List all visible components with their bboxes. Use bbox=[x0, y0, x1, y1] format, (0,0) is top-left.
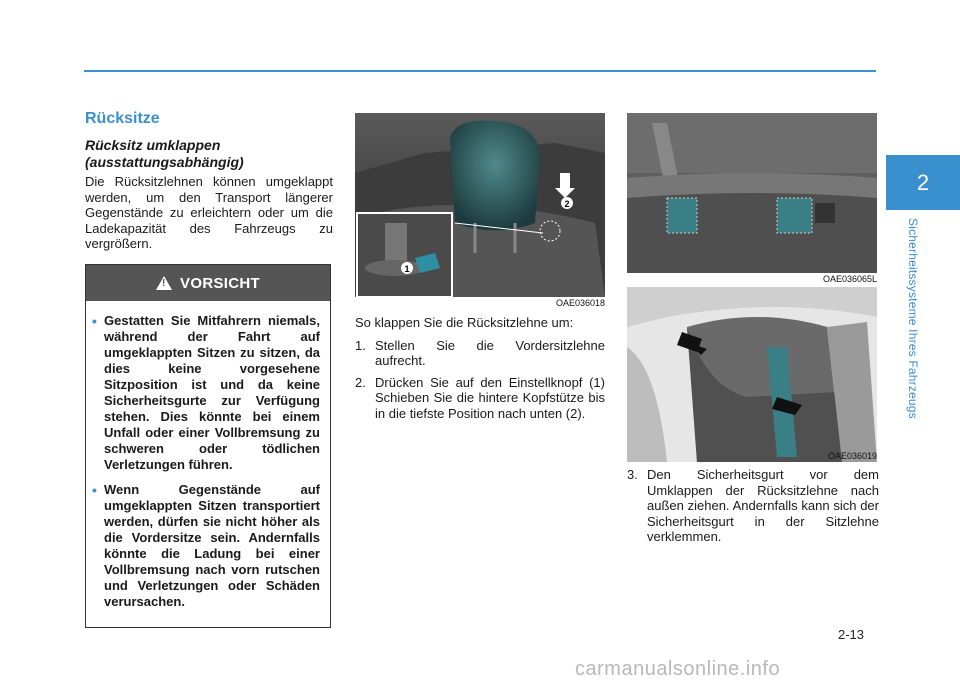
figure-marker-1: 1 bbox=[404, 264, 410, 274]
rear-seat-illustration bbox=[627, 287, 877, 462]
caution-header bbox=[86, 265, 330, 301]
list-item bbox=[627, 467, 879, 545]
figure-caption: OAE036018 bbox=[555, 298, 605, 308]
caution-list bbox=[86, 301, 330, 610]
instructions-continued bbox=[627, 467, 879, 545]
caution-box bbox=[85, 264, 331, 628]
chapter-number: 2 bbox=[916, 169, 930, 195]
list-item bbox=[355, 338, 605, 369]
step-text: Stellen Sie die Vordersitzlehne aufrecht. bbox=[375, 337, 605, 368]
headrest-figure bbox=[355, 113, 605, 297]
step-number: 2. bbox=[355, 374, 366, 390]
step-text: Den Sicherheitsgurt vor dem Umklappen der Rücksitzlehne nach außen ziehen. Andernfalls kann sich der Sicherheitsgurt in der Sitzlehne verklemmen. bbox=[647, 467, 879, 544]
rear-seat-figure bbox=[627, 287, 877, 462]
seatbelt-illustration bbox=[627, 113, 877, 273]
watermark: carmanualsonline.info bbox=[575, 658, 781, 680]
warning-icon: ! bbox=[156, 276, 172, 290]
step-text: Drücken Sie auf den Einstellknopf (1) Schieben Sie die hintere Kopfstütze bis in die tiefste Position nach unten (2). bbox=[375, 374, 605, 421]
step-number: 3. bbox=[627, 467, 638, 482]
caution-item: • Gestatten Sie Mitfahrern niemals, während der Fahrt auf umgeklappten Sitzen zu sitzen, da dies keine vorgesehene Sitzposition ist und da keine Sicherheitsgurte zur Verfügung stehen. Dies könnte bei einem Unfall oder einer Vollbremsung zu schweren oder tödlichen Verletzungen führen. bbox=[104, 313, 320, 473]
page-number: 2-13 bbox=[838, 627, 865, 642]
caution-item: • Wenn Gegenstände auf umgeklappten Sitzen transportiert werden, dürfen sie nicht höher als die Vordersitze sein. Andernfalls könnte die Ladung bei einer Vollbremsung nach vorn rutschen und Verletzungen oder Schäden verursachen. bbox=[104, 482, 320, 610]
intro-paragraph: Die Rücksitzlehnen können umgeklappt werden, um den Transport längerer Gegenstände zu erleichtern oder um die Ladekapazität des Fahrzeugs zu vergrößern. bbox=[85, 174, 333, 251]
caution-label: VORSICHT bbox=[180, 274, 260, 292]
headrest-illustration bbox=[355, 113, 605, 297]
step-number: 1. bbox=[355, 337, 366, 353]
list-item bbox=[355, 375, 605, 422]
figure-marker-2: 2 bbox=[564, 199, 570, 209]
chapter-title: Sicherheitssysteme Ihres Fahrzeugs bbox=[906, 218, 920, 419]
figure-caption: OAE036065L bbox=[822, 274, 877, 284]
subsection-heading: Rücksitz umklappen (ausstattungsabhängig) bbox=[85, 137, 244, 170]
chapter-tab bbox=[886, 155, 960, 210]
section-heading: Rücksitze bbox=[85, 110, 160, 127]
seatbelt-figure bbox=[627, 113, 877, 273]
instructions bbox=[355, 315, 605, 427]
instructions-intro: So klappen Sie die Rücksitzlehne um: bbox=[355, 315, 574, 330]
header-rule bbox=[84, 70, 876, 72]
figure-caption: OAE036019 bbox=[827, 451, 877, 461]
